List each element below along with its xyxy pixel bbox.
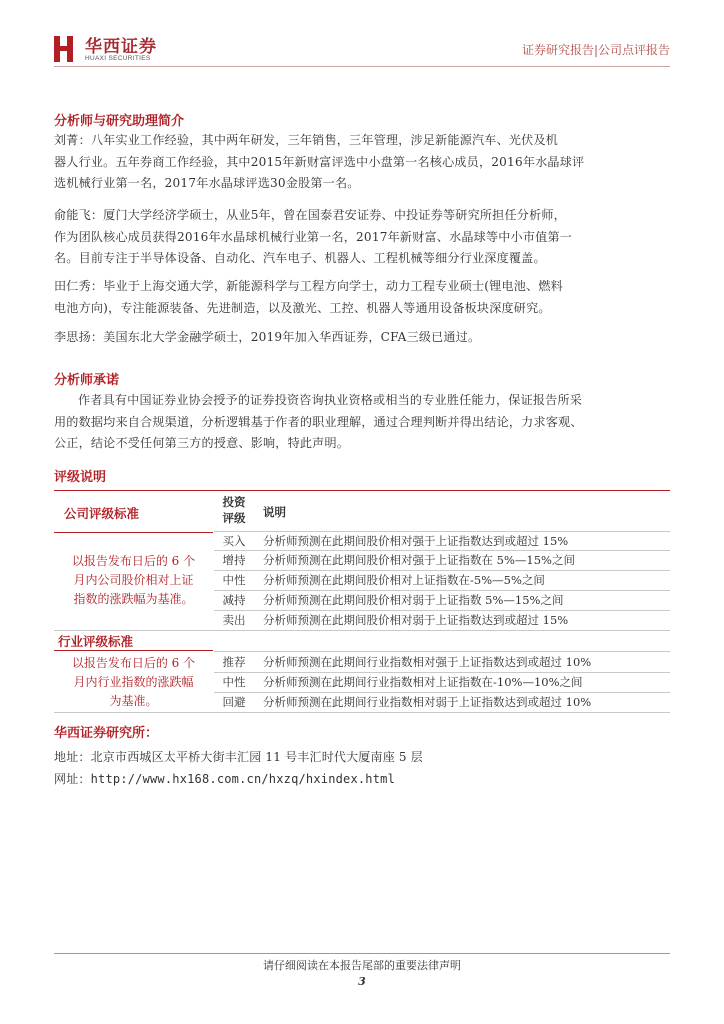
analyst-bio-2: 俞能飞：厦门大学经济学硕士，从业5年，曾在国泰君安证券、中投证券等研究所担任分析师， 作为团队核心成员获得2016年水晶球机械行业第一名，2017年新财富、水晶球等中小市值第一 名。目前专注于半导体设备、自动化、汽车电子、机器人、工程机械等细分行业深度覆盖。: [54, 208, 573, 265]
rating-title: 评级说明: [54, 470, 107, 485]
grade-sell-desc: 分析师预测在此期间股价相对弱于上证指数达到或超过 15%: [263, 613, 569, 627]
industry-standard-header: 行业评级标准: [58, 634, 134, 649]
footer-divider: [54, 953, 670, 954]
footer-disclaimer: 请仔细阅读在本报告尾部的重要法律声明: [263, 959, 461, 972]
commitment-text: 作者具有中国证券业协会授予的证券投资咨询执业资格或相当的专业胜任能力，保证报告所采 用的数据均来自合规渠道，分析逻辑基于作者的职业理解，通过合理判断并得出结论，力求客观、 公正，结论不受任何第三方的授意、影响，特此声明。: [54, 393, 583, 450]
grade-underweight-desc: 分析师预测在此期间股价相对弱于上证指数 5%—15%之间: [263, 593, 564, 607]
grade-neutral: 中性: [222, 573, 246, 587]
institute-website: 网址：http://www.hx168.com.cn/hxzq/hxindex.html: [54, 772, 396, 786]
analysts-title: 分析师与研究助理简介: [54, 114, 185, 129]
commitment-title: 分析师承诺: [54, 373, 120, 388]
grade-industry-neutral-desc: 分析师预测在此期间行业指数相对上证指数在-10%—10%之间: [263, 675, 583, 689]
grade-overweight-desc: 分析师预测在此期间股价相对强于上证指数在 5%—15%之间: [263, 553, 575, 567]
logo-mark-icon: [54, 34, 74, 64]
industry-standard-underline: [54, 650, 213, 651]
grade-underweight: 减持: [222, 593, 246, 607]
grade-buy: 买入: [222, 534, 246, 548]
rating-bottom-rule: [54, 712, 670, 713]
company-basis: 以报告发布日后的 6 个 月内公司股价相对上证 指数的涨跌幅为基准。: [71, 554, 196, 606]
company-standard-underline: [54, 532, 213, 533]
desc-col-header: 说明: [263, 505, 286, 519]
company-standard-header: 公司评级标准: [64, 506, 140, 521]
grade-recommend: 推荐: [222, 655, 246, 669]
institute-title: 华西证券研究所：: [54, 726, 159, 741]
industry-basis: 以报告发布日后的 6 个 月内行业指数的涨跌幅 为基准。: [71, 656, 196, 708]
logo-text: 华西证券: [85, 37, 157, 57]
analyst-bio-4: 李思扬：美国东北大学金融学硕士，2019年加入华西证券，CFA三级已通过。: [54, 330, 481, 344]
grade-avoid-desc: 分析师预测在此期间行业指数相对弱于上证指数达到或超过 10%: [263, 695, 592, 709]
header-divider: [54, 66, 670, 67]
grade-overweight: 增持: [222, 553, 246, 567]
grade-col-header: 投资 评级: [222, 495, 246, 525]
grade-avoid: 回避: [222, 695, 246, 709]
grade-sell: 卖出: [222, 613, 246, 627]
rating-top-rule: [54, 490, 670, 491]
grade-neutral-desc: 分析师预测在此期间股价相对上证指数在-5%—5%之间: [263, 573, 545, 587]
grade-recommend-desc: 分析师预测在此期间行业指数相对强于上证指数达到或超过 10%: [263, 655, 592, 669]
page-number: 3: [358, 975, 366, 988]
institute-address: 地址：北京市西城区太平桥大街丰汇园 11 号丰汇时代大厦南座 5 层: [54, 750, 423, 764]
company-bottom-rule: [54, 630, 670, 631]
grade-buy-desc: 分析师预测在此期间股价相对强于上证指数达到或超过 15%: [263, 534, 569, 548]
analyst-bio-3: 田仁秀：毕业于上海交通大学，新能源科学与工程方向学士，动力工程专业硕士(锂电池、燃料 电池方向)，专注能源装备、先进制造，以及激光、工控、机器人等通用设备板块深度研究。: [54, 279, 563, 315]
analyst-bio-1: 刘菁：八年实业工作经验，其中两年研发，三年销售，三年管理，涉足新能源汽车、光伏及机 器人行业。五年券商工作经验，其中2015年新财富评选中小盘第一名核心成员，2016年水晶球评 选机械行业第一名，2017年水晶球评选30金股第一名。: [54, 133, 585, 190]
grade-industry-neutral: 中性: [222, 675, 246, 689]
report-type: 证券研究报告|公司点评报告: [521, 43, 670, 57]
logo-subtext: HUAXI SECURITIES: [85, 55, 151, 62]
